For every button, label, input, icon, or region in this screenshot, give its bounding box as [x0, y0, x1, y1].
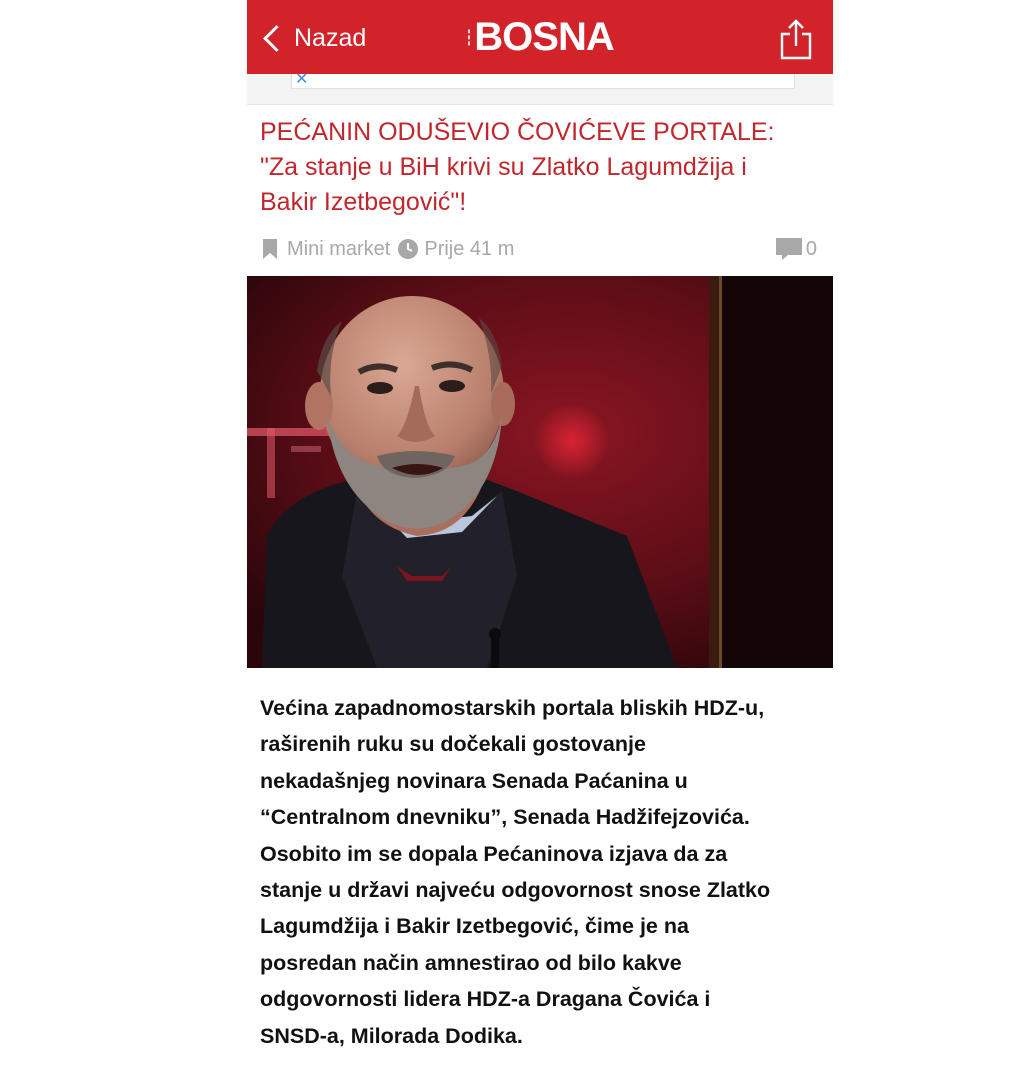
ad-banner[interactable]	[247, 71, 833, 105]
comment-icon	[776, 238, 802, 260]
back-button-label: Nazad	[294, 23, 367, 52]
article-title-line: "Za stanje u BiH krivi su Zlatko Lagumdžija i	[260, 153, 747, 181]
person-photo	[247, 276, 833, 668]
article-screen	[247, 0, 833, 1067]
clock-icon	[398, 239, 418, 259]
back-button[interactable]	[261, 18, 366, 58]
body-line: Većina zapadnomostarskih portala bliskih HDZ-u,	[260, 696, 765, 720]
body-line: Lagumdžija i Bakir Izetbegović, čime je na	[260, 914, 689, 939]
body-line: stanje u državi najveću odgovornost snose Zlatko	[260, 878, 771, 903]
article-time: Prije 41 m	[424, 237, 515, 260]
article-body	[260, 690, 825, 1054]
body-line: nekadašnjeg novinara Senada Paćanina u	[260, 768, 688, 793]
article-photo[interactable]	[247, 276, 833, 668]
chevron-left-icon	[263, 25, 290, 52]
app-logo	[445, 14, 635, 60]
top-navigation-bar	[247, 0, 833, 74]
body-line: “Centralnom dnevniku”, Senada Hadžifejzovića.	[260, 805, 750, 830]
ad-close-icon[interactable]: ✕	[295, 71, 309, 88]
comment-count: 0	[805, 237, 817, 260]
body-line: Osobito im se dopala Pećaninova izjava da za	[260, 841, 728, 866]
article-category[interactable]: Mini market	[287, 237, 391, 260]
article-title-line: Bakir Izetbegović"!	[260, 188, 467, 216]
bookmark-icon	[263, 239, 277, 259]
comments-button[interactable]	[776, 234, 817, 264]
logo-text: BOSNA	[474, 14, 614, 59]
article-title	[260, 115, 820, 220]
body-line: SNSD-a, Milorada Dodika.	[260, 1023, 523, 1048]
logo-small-mark: ▮▮▮	[466, 28, 473, 46]
ad-content[interactable]	[291, 71, 795, 89]
article-meta	[263, 234, 823, 264]
body-line: posredan način amnestirao od bilo kakve	[260, 950, 682, 975]
body-line: raširenih ruku su dočekali gostovanje	[260, 732, 646, 757]
share-button[interactable]	[779, 18, 813, 60]
article-title-line: PEĆANIN ODUŠEVIO ČOVIĆEVE PORTALE:	[260, 118, 775, 146]
body-line: odgovornosti lidera HDZ-a Dragana Čovića i	[260, 987, 711, 1012]
share-icon	[779, 18, 813, 60]
